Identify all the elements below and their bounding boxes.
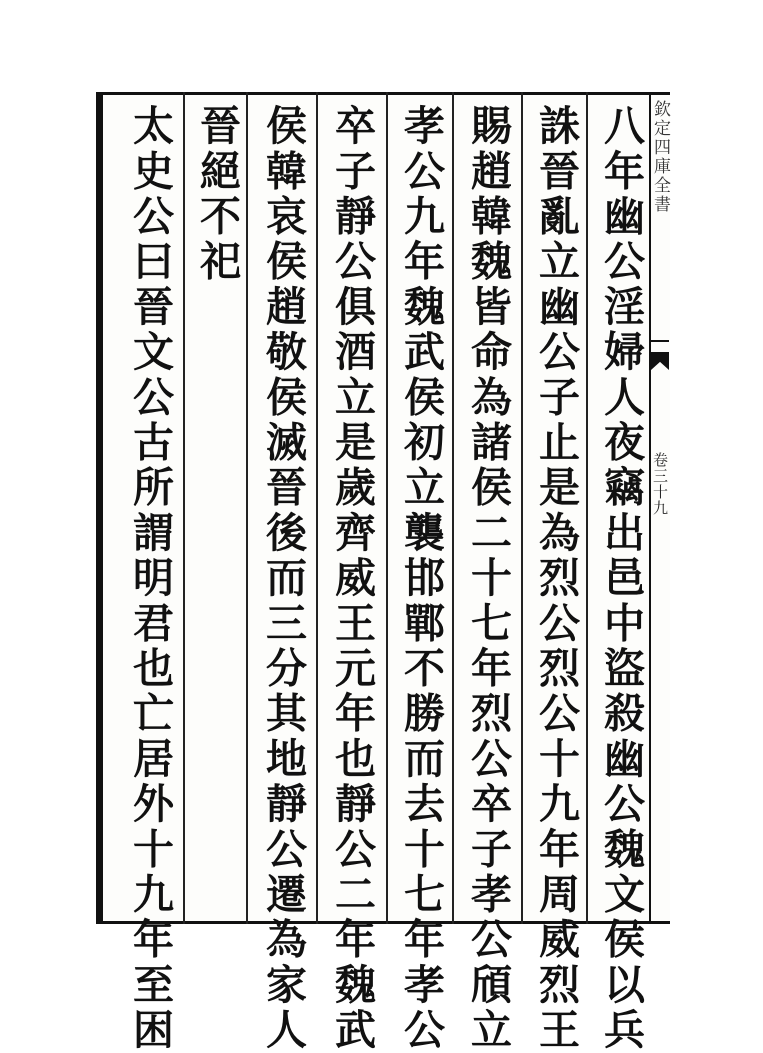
text-column-2: 誅晉亂立幽公子止是為烈公烈公十九年周威烈王 <box>532 104 580 1053</box>
fishtail-rule <box>651 340 669 342</box>
text-column-3: 賜趙韓魏皆命為諸侯二十七年烈公卒子孝公頎立 <box>464 104 512 1053</box>
column-rule <box>521 92 523 924</box>
text-column-1: 八年幽公淫婦人夜竊出邑中盜殺幽公魏文侯以兵 <box>597 104 645 1053</box>
text-column-8: 太史公曰晉文公古所謂明君也亡居外十九年至困 <box>126 104 174 1053</box>
column-rule <box>452 92 454 924</box>
text-column-7: 晉絕不祀 <box>193 104 241 285</box>
column-rule <box>183 92 185 924</box>
column-rule <box>386 92 388 924</box>
text-column-4: 孝公九年魏武侯初立襲邯鄲不勝而去十七年孝公 <box>397 104 445 1053</box>
column-rule <box>316 92 318 924</box>
margin-volume-label: 卷三十九 <box>651 452 669 516</box>
margin-book-title: 欽定四庫全書 <box>650 100 670 214</box>
text-column-5: 卒子靜公俱酒立是歲齊威王元年也靜公二年魏武 <box>328 104 376 1053</box>
text-column-6: 侯韓哀侯趙敬侯滅晉後而三分其地靜公遷為家人 <box>259 104 307 1053</box>
column-rule <box>586 92 588 924</box>
column-rule <box>246 92 248 924</box>
